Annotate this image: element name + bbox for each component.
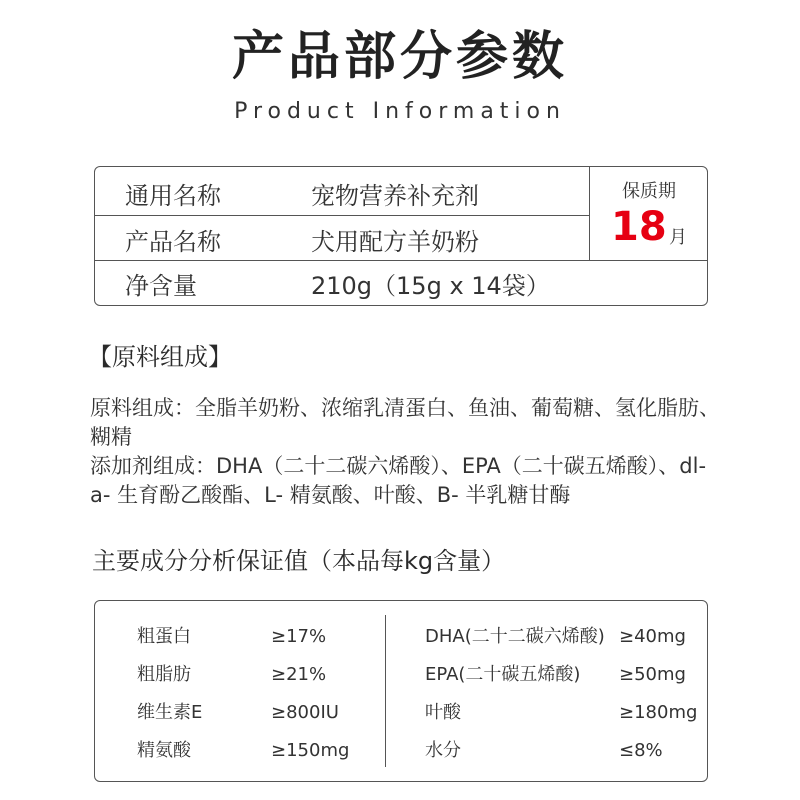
info-value: 宠物营养补充剂: [311, 181, 479, 210]
row-divider: [95, 215, 589, 216]
analysis-value: ≥21%: [271, 664, 327, 685]
analysis-value: ≥180mg: [619, 702, 698, 723]
analysis-value: ≥800IU: [271, 702, 339, 723]
shelf-life-caption: 保质期: [622, 181, 676, 202]
analysis-value: ≥40mg: [619, 626, 686, 647]
analysis-name: 粗蛋白: [137, 626, 191, 647]
info-row-product-name: [95, 217, 589, 261]
page-subtitle: Product Information: [234, 99, 566, 124]
additives-text: 添加剂组成：DHA（二十二碳六烯酸）、EPA（二十碳五烯酸）、dl-a- 生育酚乙酸酯、L- 精氨酸、叶酸、B- 半乳糖甘酶: [90, 454, 707, 507]
analysis-name: DHA(二十二碳六烯酸): [425, 626, 605, 647]
shelf-life-unit: 月: [669, 227, 687, 248]
analysis-value: ≤8%: [619, 740, 663, 761]
analysis-value: ≥50mg: [619, 664, 686, 685]
analysis-name: 粗脂肪: [137, 664, 191, 685]
page-title: 产品部分参数: [231, 27, 568, 87]
table-divider: [385, 615, 386, 767]
info-label: 净含量: [125, 271, 197, 300]
analysis-heading: 主要成分分析保证值（本品每kg含量）: [92, 547, 506, 575]
column-divider: [589, 167, 590, 260]
info-row-generic-name: [95, 171, 589, 215]
product-info-box: [94, 166, 708, 306]
ingredients-heading: 【原料组成】: [88, 343, 232, 371]
analysis-name: 精氨酸: [137, 740, 191, 761]
info-label: 通用名称: [125, 181, 221, 210]
analysis-name: 水分: [425, 740, 461, 761]
info-label: 产品名称: [125, 227, 221, 256]
shelf-life-cell: [591, 167, 707, 260]
raw-materials-text: 原料组成：全脂羊奶粉、浓缩乳清蛋白、鱼油、葡萄糖、氢化脂肪、糊精: [90, 396, 720, 449]
info-value: 210g（15g x 14袋）: [311, 271, 550, 300]
analysis-name: 叶酸: [425, 702, 461, 723]
analysis-table: [94, 600, 708, 782]
info-value: 犬用配方羊奶粉: [311, 227, 479, 256]
analysis-value: ≥150mg: [271, 740, 350, 761]
analysis-name: EPA(二十碳五烯酸): [425, 664, 581, 685]
analysis-value: ≥17%: [271, 626, 327, 647]
info-row-net-content: [95, 261, 707, 305]
shelf-life-number: 18: [611, 204, 667, 250]
analysis-name: 维生素E: [137, 702, 203, 723]
